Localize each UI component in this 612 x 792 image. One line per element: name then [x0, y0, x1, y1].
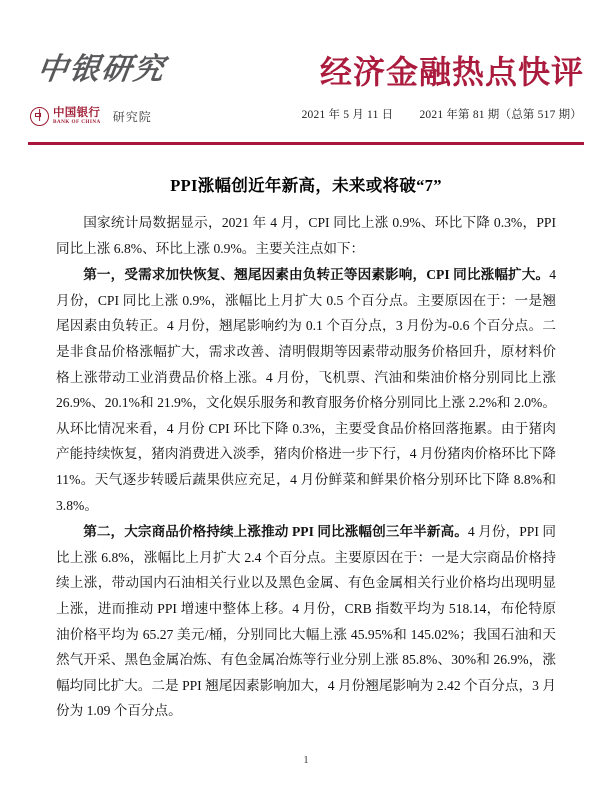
- paragraph-lead: 第一，受需求加快恢复、翘尾因素由负转正等因素影响，CPI 同比涨幅扩大。: [83, 267, 550, 283]
- institute-label: 研究院: [112, 109, 152, 124]
- brand-calligraphy-logo: 中银研究: [34, 52, 168, 87]
- bank-name-cn: 中国银行: [53, 104, 101, 119]
- article-body: [56, 210, 556, 725]
- bank-of-china-wordmark: [53, 104, 101, 126]
- publication-title: 经济金融热点快评: [319, 53, 584, 91]
- paragraph-point-one: [56, 262, 556, 518]
- publication-date: 2021 年 5 月 11 日: [301, 109, 394, 121]
- paragraph-intro: [56, 210, 556, 261]
- article-title: PPI涨幅创近年新高，未来或将破“7”: [170, 176, 442, 195]
- bank-name-en: BANK OF CHINA: [53, 119, 101, 126]
- paragraph-text: 国家统计局数据显示，2021 年 4 月，CPI 同比上涨 0.9%、环比下降 0.3%，PPI 同比上涨 6.8%、环比上涨 0.9%。主要关注点如下：: [56, 215, 556, 256]
- bank-of-china-logo-row: [30, 104, 152, 128]
- bank-of-china-emblem-icon: [30, 107, 49, 126]
- paragraph-point-two: [56, 519, 556, 724]
- paragraph-lead: 第二，大宗商品价格持续上涨推动 PPI 同比涨幅创三年半新高。: [83, 524, 468, 540]
- page-number: 1: [303, 755, 309, 766]
- masthead-meta: [302, 106, 582, 122]
- publication-issue: 2021 年第 81 期（总第 517 期）: [419, 109, 582, 121]
- paragraph-text: 4 月份，PPI 同比上涨 6.8%，涨幅比上月扩大 2.4 个百分点。主要原因在于：一是大宗商品价格持续上涨，带动国内石油相关行业以及黑色金属、有色金属相关行业价格均出现明显上涨，进而推动 PPI 增速中整体上移。4 月份，CRB 指数平均为 518.14，布伦特原油价格平均为 65.27 美元/桶，分别同比大幅上涨 45.95%和 145.02%；我国石油和天然气开采、黑色金属冶炼、有色金属冶炼等行业分别上涨 85.8%、30%和 26.9%，涨幅均同比扩大。二是 PPI 翘尾因素影响加大，4 月份翘尾影响为 2.42 个百分点，3 月份为 1.09 个百分点。: [56, 524, 556, 719]
- masthead-divider-rule: [28, 142, 584, 145]
- paragraph-text: 4 月份，CPI 同比上涨 0.9%，涨幅比上月扩大 0.5 个百分点。主要原因在于：一是翘尾因素由负转正。4 月份，翘尾影响约为 0.1 个百分点，3 月份为-0.6 个百分点。二是非食品价格涨幅扩大，需求改善、清明假期等因素带动服务价格回升，原材料价格上涨带动工业消费品价格上涨。4 月份，飞机票、汽油和柴油价格分别同比上涨 26.9%、20.1%和 21.9%，文化娱乐服务和教育服务价格分别同比上涨 2.2%和 2.0%。从环比情况来看，4 月份 CPI 环比下降 0.3%，主要受食品价格回落拖累。由于猪肉产能持续恢复，猪肉消费进入淡季，猪肉价格进一步下行，4 月份猪肉价格环比下降 11%。天气逐步转暖后蔬果供应充足，4 月份鲜菜和鲜果价格分别环比下降 8.8%和 3.8%。: [56, 267, 556, 513]
- brand-block: [28, 50, 298, 126]
- masthead: [28, 50, 584, 142]
